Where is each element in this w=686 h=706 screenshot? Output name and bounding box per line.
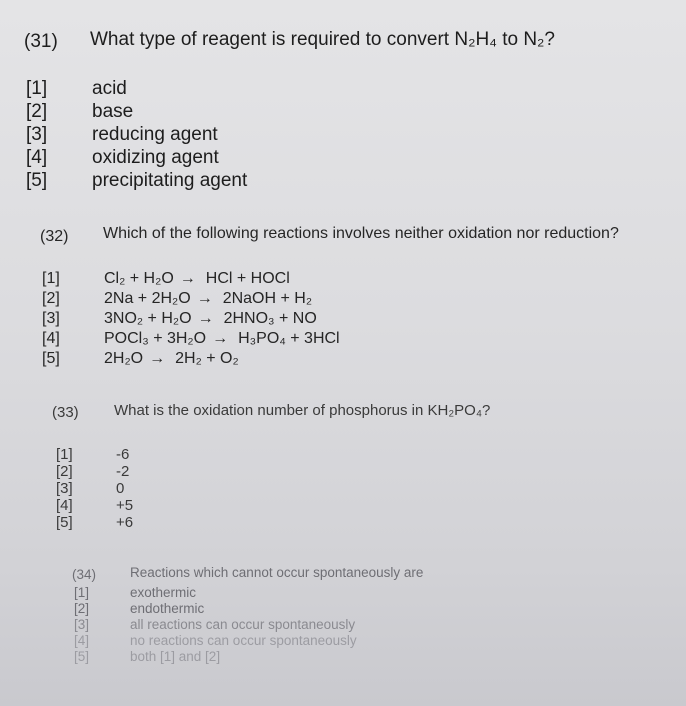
reaction-equation [104, 350, 239, 368]
products: 2H₂ + O₂ [175, 350, 239, 367]
option-number: [3] [42, 310, 60, 327]
reaction-equation [104, 330, 340, 348]
option-number: [3] [26, 124, 48, 145]
reaction-arrow-icon: → [196, 290, 213, 307]
reactants: Cl₂ + H₂O [104, 270, 174, 287]
option-number: [5] [74, 649, 90, 664]
option-text: +6 [116, 514, 134, 531]
option-text: -6 [116, 446, 130, 463]
option-text: base [92, 101, 134, 122]
option-text: +5 [116, 497, 134, 514]
option-number: [2] [74, 601, 90, 616]
question-text: Which of the following reactions involves neither oxidation nor reduction? [103, 225, 619, 242]
question-number: (32) [40, 228, 69, 245]
question-number: (31) [24, 31, 58, 52]
option-text: oxidizing agent [92, 147, 219, 168]
option-number: [5] [42, 350, 60, 367]
option-text: precipitating agent [92, 170, 248, 191]
reaction-arrow-icon: → [197, 310, 214, 327]
option-number: [1] [26, 78, 48, 99]
option-text: acid [92, 78, 127, 99]
question-text: Reactions which cannot occur spontaneously are [130, 565, 424, 580]
reactants: 2H₂O [104, 350, 144, 367]
reaction-equation [104, 270, 290, 288]
option-number: [2] [26, 101, 48, 122]
reaction-arrow-icon: → [212, 330, 229, 347]
reactants: 2Na + 2H₂O [104, 290, 191, 307]
option-text: no reactions can occur spontaneously [130, 633, 357, 648]
option-number: [5] [56, 514, 73, 531]
reaction-equation [104, 290, 312, 308]
option-number: [2] [56, 463, 73, 480]
option-text: endothermic [130, 601, 205, 616]
option-number: [1] [56, 446, 73, 463]
option-text: 0 [116, 480, 125, 497]
question-number: (34) [72, 567, 97, 582]
option-number: [1] [42, 270, 60, 287]
products: 2NaOH + H₂ [222, 290, 313, 307]
reaction-arrow-icon: → [149, 350, 166, 367]
question-text: What type of reagent is required to convert N₂H₄ to N₂? [90, 29, 555, 50]
option-number: [3] [74, 617, 90, 632]
option-number: [4] [42, 330, 60, 347]
option-text: exothermic [130, 585, 197, 600]
option-number: [3] [56, 480, 73, 497]
reaction-arrow-icon: → [179, 270, 196, 287]
question-number: (33) [52, 404, 79, 421]
option-number: [5] [26, 170, 48, 191]
option-number: [4] [26, 147, 48, 168]
reactants: 3NO₂ + H₂O [104, 310, 192, 327]
option-text: reducing agent [92, 124, 218, 145]
option-number: [1] [74, 585, 90, 600]
reaction-equation [104, 310, 317, 328]
products: 2HNO₃ + NO [223, 310, 317, 327]
question-text: What is the oxidation number of phosphorus in KH₂PO₄? [114, 402, 491, 419]
option-text: all reactions can occur spontaneously [130, 617, 356, 632]
option-text: -2 [116, 463, 130, 480]
reactants: POCl₃ + 3H₂O [104, 330, 207, 347]
option-number: [4] [56, 497, 73, 514]
products: H₃PO₄ + 3HCl [238, 330, 340, 347]
option-number: [4] [74, 633, 90, 648]
products: HCl + HOCl [205, 270, 290, 287]
option-text: both [1] and [2] [130, 649, 221, 664]
option-number: [2] [42, 290, 60, 307]
